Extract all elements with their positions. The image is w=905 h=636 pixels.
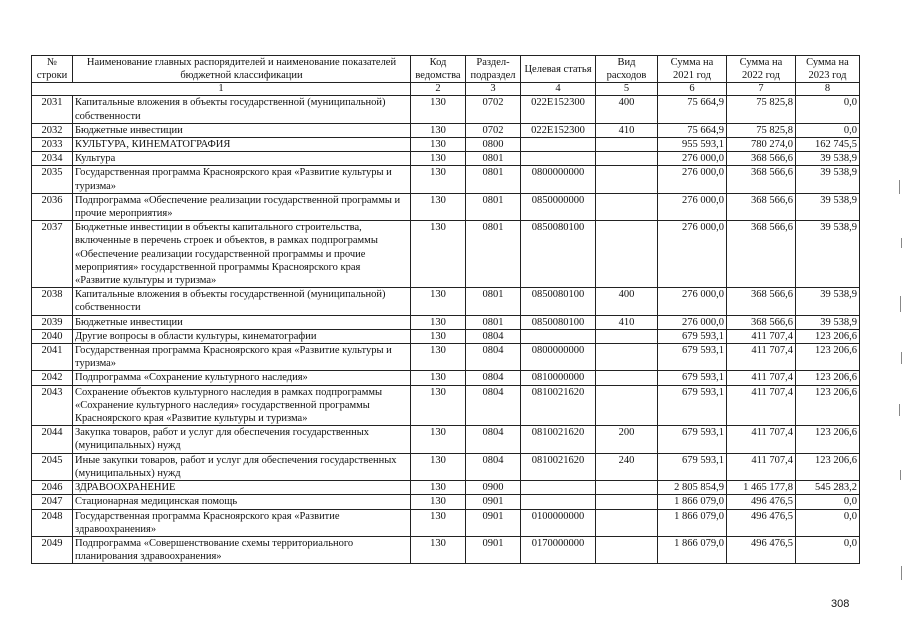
cell-ved: 130 [411, 495, 466, 509]
col-number: 6 [658, 83, 727, 96]
cell-target-article [521, 152, 596, 166]
cell-sum-2022: 411 707,4 [727, 371, 796, 385]
cell-row-number: 2039 [32, 315, 73, 329]
cell-sum-2022: 496 476,5 [727, 495, 796, 509]
cell-sum-2022: 368 566,6 [727, 315, 796, 329]
cell-sum-2023: 0,0 [796, 123, 860, 137]
cell-sum-2022: 411 707,4 [727, 329, 796, 343]
cell-expense-type: 240 [596, 453, 658, 480]
cell-row-number: 2047 [32, 495, 73, 509]
cell-sum-2023: 123 206,6 [796, 329, 860, 343]
cell-razd: 0804 [466, 329, 521, 343]
cell-name: Стационарная медицинская помощь [73, 495, 411, 509]
cell-expense-type [596, 536, 658, 563]
cell-ved: 130 [411, 536, 466, 563]
cell-sum-2021: 679 593,1 [658, 329, 727, 343]
cell-ved: 130 [411, 152, 466, 166]
cell-row-number: 2032 [32, 123, 73, 137]
cell-row-number: 2049 [32, 536, 73, 563]
header-sum-2023: Сумма на 2023 год [796, 56, 860, 83]
cell-sum-2022: 411 707,4 [727, 426, 796, 453]
cell-expense-type [596, 138, 658, 152]
cell-sum-2023: 0,0 [796, 495, 860, 509]
cell-expense-type [596, 221, 658, 288]
cell-sum-2021: 276 000,0 [658, 193, 727, 220]
table-row [32, 385, 860, 426]
table-row [32, 329, 860, 343]
cell-name: Бюджетные инвестиции в объекты капитального строительства, включенные в перечень строек и объектов, в рамках подпрограммы «Обеспечение реализации государственной программы и прочие мероприятия» государственной программы Красноярского края «Развитие культуры и туризма» [73, 221, 411, 288]
table-row [32, 315, 860, 329]
cell-expense-type [596, 166, 658, 193]
cell-expense-type [596, 193, 658, 220]
cell-sum-2022: 368 566,6 [727, 152, 796, 166]
cell-sum-2021: 75 664,9 [658, 123, 727, 137]
cell-target-article: 0810021620 [521, 453, 596, 480]
cell-sum-2022: 411 707,4 [727, 385, 796, 426]
cell-razd: 0804 [466, 371, 521, 385]
cell-name: КУЛЬТУРА, КИНЕМАТОГРАФИЯ [73, 138, 411, 152]
cell-sum-2023: 39 538,9 [796, 193, 860, 220]
col-number: 2 [411, 83, 466, 96]
cell-sum-2021: 276 000,0 [658, 221, 727, 288]
cell-ved: 130 [411, 329, 466, 343]
cell-row-number: 2034 [32, 152, 73, 166]
cell-row-number: 2040 [32, 329, 73, 343]
cell-expense-type: 400 [596, 96, 658, 123]
cell-razd: 0804 [466, 426, 521, 453]
cell-ved: 130 [411, 288, 466, 315]
cell-ved: 130 [411, 481, 466, 495]
cell-razd: 0702 [466, 123, 521, 137]
cell-sum-2022: 368 566,6 [727, 193, 796, 220]
table-row [32, 453, 860, 480]
cell-target-article: 0100000000 [521, 509, 596, 536]
cell-name: Бюджетные инвестиции [73, 315, 411, 329]
cell-ved: 130 [411, 426, 466, 453]
cell-expense-type: 410 [596, 123, 658, 137]
table-row [32, 166, 860, 193]
table-row [32, 123, 860, 137]
cell-expense-type [596, 371, 658, 385]
cell-ved: 130 [411, 166, 466, 193]
table-row [32, 509, 860, 536]
cell-sum-2023: 123 206,6 [796, 344, 860, 371]
cell-expense-type [596, 329, 658, 343]
cell-expense-type [596, 344, 658, 371]
cell-ved: 130 [411, 193, 466, 220]
cell-expense-type [596, 385, 658, 426]
cell-sum-2021: 276 000,0 [658, 152, 727, 166]
cell-sum-2023: 39 538,9 [796, 166, 860, 193]
cell-ved: 130 [411, 344, 466, 371]
cell-sum-2022: 75 825,8 [727, 123, 796, 137]
cell-target-article [521, 138, 596, 152]
cell-target-article [521, 481, 596, 495]
cell-target-article: 022E152300 [521, 96, 596, 123]
table-row [32, 481, 860, 495]
cell-target-article: 022E152300 [521, 123, 596, 137]
budget-table [31, 55, 860, 564]
cell-razd: 0801 [466, 166, 521, 193]
cell-ved: 130 [411, 453, 466, 480]
cell-sum-2021: 75 664,9 [658, 96, 727, 123]
col-number: 7 [727, 83, 796, 96]
cell-sum-2023: 39 538,9 [796, 288, 860, 315]
table-row [32, 138, 860, 152]
cell-name: ЗДРАВООХРАНЕНИЕ [73, 481, 411, 495]
cell-name: Подпрограмма «Обеспечение реализации государственной программы и прочие мероприятия» [73, 193, 411, 220]
cell-sum-2021: 679 593,1 [658, 385, 727, 426]
header-row-number: № строки [32, 56, 73, 83]
cell-ved: 130 [411, 385, 466, 426]
cell-target-article [521, 495, 596, 509]
scan-edge-mark [900, 296, 901, 312]
table-row [32, 371, 860, 385]
cell-target-article [521, 329, 596, 343]
cell-sum-2021: 1 866 079,0 [658, 509, 727, 536]
cell-ved: 130 [411, 123, 466, 137]
header-ved: Код ведомства [411, 56, 466, 83]
cell-razd: 0702 [466, 96, 521, 123]
cell-row-number: 2037 [32, 221, 73, 288]
col-number: 3 [466, 83, 521, 96]
cell-ved: 130 [411, 221, 466, 288]
cell-expense-type [596, 481, 658, 495]
cell-target-article: 0810021620 [521, 385, 596, 426]
cell-sum-2021: 955 593,1 [658, 138, 727, 152]
cell-expense-type [596, 509, 658, 536]
scan-edge-mark [901, 352, 902, 364]
cell-sum-2022: 496 476,5 [727, 509, 796, 536]
cell-razd: 0801 [466, 288, 521, 315]
cell-row-number: 2046 [32, 481, 73, 495]
cell-row-number: 2043 [32, 385, 73, 426]
cell-razd: 0801 [466, 315, 521, 329]
cell-ved: 130 [411, 509, 466, 536]
cell-sum-2022: 780 274,0 [727, 138, 796, 152]
col-number: 4 [521, 83, 596, 96]
cell-sum-2021: 679 593,1 [658, 344, 727, 371]
cell-sum-2021: 679 593,1 [658, 426, 727, 453]
cell-expense-type [596, 495, 658, 509]
scan-edge-mark [901, 238, 902, 248]
cell-name: Другие вопросы в области культуры, кинематографии [73, 329, 411, 343]
cell-row-number: 2042 [32, 371, 73, 385]
cell-sum-2022: 1 465 177,8 [727, 481, 796, 495]
cell-row-number: 2038 [32, 288, 73, 315]
cell-razd: 0801 [466, 221, 521, 288]
table-row [32, 221, 860, 288]
header-sum-2021: Сумма на 2021 год [658, 56, 727, 83]
header-vr: Вид расходов [596, 56, 658, 83]
cell-ved: 130 [411, 371, 466, 385]
cell-ved: 130 [411, 96, 466, 123]
cell-razd: 0804 [466, 453, 521, 480]
cell-sum-2023: 0,0 [796, 509, 860, 536]
cell-name: Государственная программа Красноярского края «Развитие здравоохранения» [73, 509, 411, 536]
cell-name: Культура [73, 152, 411, 166]
cell-sum-2021: 276 000,0 [658, 288, 727, 315]
header-razd: Раздел-подраздел [466, 56, 521, 83]
cell-expense-type: 400 [596, 288, 658, 315]
cell-sum-2023: 162 745,5 [796, 138, 860, 152]
table-row [32, 536, 860, 563]
cell-sum-2021: 276 000,0 [658, 166, 727, 193]
cell-row-number: 2048 [32, 509, 73, 536]
cell-row-number: 2035 [32, 166, 73, 193]
cell-expense-type [596, 152, 658, 166]
page-number: 308 [831, 598, 850, 610]
col-number: 1 [32, 83, 411, 96]
cell-name: Государственная программа Красноярского края «Развитие культуры и туризма» [73, 344, 411, 371]
cell-name: Иные закупки товаров, работ и услуг для обеспечения государственных (муниципальных) нужд [73, 453, 411, 480]
cell-razd: 0901 [466, 536, 521, 563]
cell-sum-2022: 411 707,4 [727, 453, 796, 480]
cell-target-article: 0170000000 [521, 536, 596, 563]
cell-sum-2023: 0,0 [796, 536, 860, 563]
cell-razd: 0800 [466, 138, 521, 152]
cell-target-article: 0800000000 [521, 344, 596, 371]
cell-row-number: 2045 [32, 453, 73, 480]
table-row [32, 152, 860, 166]
cell-sum-2022: 411 707,4 [727, 344, 796, 371]
cell-razd: 0801 [466, 193, 521, 220]
cell-sum-2021: 2 805 854,9 [658, 481, 727, 495]
cell-name: Закупка товаров, работ и услуг для обеспечения государственных (муниципальных) нужд [73, 426, 411, 453]
cell-sum-2022: 368 566,6 [727, 166, 796, 193]
cell-razd: 0901 [466, 495, 521, 509]
table-row [32, 96, 860, 123]
cell-sum-2021: 1 866 079,0 [658, 495, 727, 509]
cell-target-article: 0810021620 [521, 426, 596, 453]
cell-name: Капитальные вложения в объекты государственной (муниципальной) собственности [73, 96, 411, 123]
column-number-row [32, 83, 860, 96]
cell-target-article: 0850080100 [521, 288, 596, 315]
scan-edge-mark [899, 404, 900, 416]
cell-name: Капитальные вложения в объекты государственной (муниципальной) собственности [73, 288, 411, 315]
cell-ved: 130 [411, 138, 466, 152]
cell-sum-2022: 75 825,8 [727, 96, 796, 123]
col-number: 8 [796, 83, 860, 96]
cell-sum-2023: 39 538,9 [796, 315, 860, 329]
col-number: 5 [596, 83, 658, 96]
cell-sum-2021: 276 000,0 [658, 315, 727, 329]
cell-name: Бюджетные инвестиции [73, 123, 411, 137]
cell-expense-type: 410 [596, 315, 658, 329]
cell-expense-type: 200 [596, 426, 658, 453]
cell-target-article: 0850080100 [521, 315, 596, 329]
cell-row-number: 2031 [32, 96, 73, 123]
cell-sum-2023: 39 538,9 [796, 152, 860, 166]
cell-sum-2023: 123 206,6 [796, 371, 860, 385]
cell-razd: 0901 [466, 509, 521, 536]
cell-target-article: 0850000000 [521, 193, 596, 220]
table-row [32, 288, 860, 315]
cell-ved: 130 [411, 315, 466, 329]
header-sum-2022: Сумма на 2022 год [727, 56, 796, 83]
cell-target-article: 0850080100 [521, 221, 596, 288]
header-cs: Целевая статья [521, 56, 596, 83]
header-name: Наименование главных распорядителей и наименование показателей бюджетной классификации [73, 56, 411, 83]
table-row [32, 495, 860, 509]
scan-edge-mark [900, 470, 901, 480]
cell-sum-2021: 679 593,1 [658, 371, 727, 385]
table-row [32, 193, 860, 220]
cell-sum-2023: 123 206,6 [796, 385, 860, 426]
cell-row-number: 2033 [32, 138, 73, 152]
cell-name: Государственная программа Красноярского края «Развитие культуры и туризма» [73, 166, 411, 193]
cell-sum-2023: 0,0 [796, 96, 860, 123]
table-row [32, 344, 860, 371]
cell-target-article: 0800000000 [521, 166, 596, 193]
cell-row-number: 2036 [32, 193, 73, 220]
cell-sum-2022: 368 566,6 [727, 221, 796, 288]
cell-sum-2021: 679 593,1 [658, 453, 727, 480]
cell-row-number: 2044 [32, 426, 73, 453]
cell-razd: 0804 [466, 385, 521, 426]
cell-row-number: 2041 [32, 344, 73, 371]
cell-name: Сохранение объектов культурного наследия в рамках подпрограммы «Сохранение культурного наследия» государственной программы Красноярского края «Развитие культуры и туризма» [73, 385, 411, 426]
cell-sum-2022: 496 476,5 [727, 536, 796, 563]
cell-razd: 0900 [466, 481, 521, 495]
cell-razd: 0801 [466, 152, 521, 166]
cell-sum-2022: 368 566,6 [727, 288, 796, 315]
cell-sum-2023: 123 206,6 [796, 426, 860, 453]
cell-name: Подпрограмма «Совершенствование схемы территориального планирования здравоохранения» [73, 536, 411, 563]
cell-name: Подпрограмма «Сохранение культурного наследия» [73, 371, 411, 385]
cell-sum-2023: 123 206,6 [796, 453, 860, 480]
cell-razd: 0804 [466, 344, 521, 371]
cell-target-article: 0810000000 [521, 371, 596, 385]
scan-edge-mark [901, 566, 902, 580]
cell-sum-2023: 39 538,9 [796, 221, 860, 288]
header-row [32, 56, 860, 83]
cell-sum-2023: 545 283,2 [796, 481, 860, 495]
table-row [32, 426, 860, 453]
scan-edge-mark [899, 180, 900, 194]
cell-sum-2021: 1 866 079,0 [658, 536, 727, 563]
